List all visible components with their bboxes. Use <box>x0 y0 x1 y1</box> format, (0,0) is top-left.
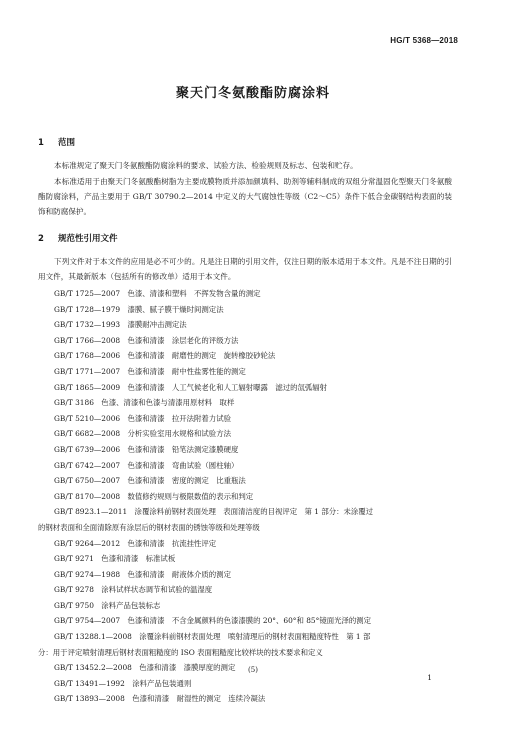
paragraph-text: 下列文件对于本文件的应用是必不可少的。凡是注日期的引用文件，仅注日期的版本适用于本文件。凡是不注日期的引用文件，其最新版本（包括所有的修改单）适用于本文件。 <box>38 257 452 281</box>
section-1-heading <box>38 136 75 148</box>
paragraph-text: 本标准适用于由聚天门冬氨酸酯树脂为主要成膜物质并添加颜填料、助剂等辅料制成的双组分常温固化型聚天门冬氨酸酯防腐涂料，产品主要用于 GB/T 30790.2—2014 中定义的大气腐蚀性等级（C2～C5）条件下低合金碳钢结构表面的装饰和防腐保护。 <box>38 177 452 216</box>
section-1-paragraph-2 <box>38 174 452 219</box>
reference-item <box>38 504 458 535</box>
reference-item: GB/T 1865—2009 色漆和清漆 人工气候老化和人工辐射曝露 滤过的氙弧辐射 <box>54 382 328 392</box>
page-title: 聚天门冬氨酸酯防腐涂料 <box>175 86 330 101</box>
reference-item: GB/T 9271 色漆和清漆 标准试板 <box>54 554 176 564</box>
section-number: 1 <box>38 138 44 148</box>
reference-item: GB/T 3186 色漆、清漆和色漆与清漆用原材料 取样 <box>54 398 235 408</box>
reference-item: GB/T 9754—2007 色漆和清漆 不含金属颜料的色漆漆膜的 20°、60°和 85°镜面光泽的测定 <box>54 616 372 626</box>
section-number: 2 <box>38 234 44 244</box>
reference-item: GB/T 6742—2007 色漆和清漆 弯曲试验（圆柱轴） <box>54 460 239 470</box>
reference-item: GB/T 1768—2006 色漆和清漆 耐磨性的测定 旋转橡胶砂轮法 <box>54 351 276 361</box>
section-title: 范围 <box>58 138 76 148</box>
reference-item: GB/T 9750 涂料产品包装标志 <box>54 600 161 610</box>
reference-item: GB/T 6750—2007 色漆和清漆 密度的测定 比重瓶法 <box>54 476 246 486</box>
reference-item: GB/T 1728—1979 漆膜、腻子膜干燥时间测定法 <box>54 304 224 314</box>
reference-item: GB/T 9274—1988 色漆和清漆 耐液体介质的测定 <box>54 569 231 579</box>
reference-item: GB/T 13893—2008 色漆和清漆 耐湿性的测定 连续冷凝法 <box>54 694 266 704</box>
normative-references-list <box>38 286 458 707</box>
reference-line: 分：用于评定喷射清理后钢材表面粗糙度的 ISO 表面粗糙度比较样块的技术要求和定义 <box>38 647 323 657</box>
standard-code: HG/T 5368—2018 <box>390 36 458 45</box>
section-2-heading <box>38 232 118 244</box>
reference-item: GB/T 1725—2007 色漆、清漆和塑料 不挥发物含量的测定 <box>54 289 261 298</box>
paragraph-text: 本标准规定了聚天门冬氨酸酯防腐涂料的要求、试验方法、检验规则及标志、包装和贮存。 <box>54 161 358 170</box>
reference-item: GB/T 5210—2006 色漆和清漆 拉开法附着力试验 <box>54 413 231 423</box>
section-title: 规范性引用文件 <box>58 234 118 244</box>
reference-item: GB/T 1732—1993 漆膜耐冲击测定法 <box>54 320 187 330</box>
reference-item: GB/T 13491—1992 涂料产品包装通则 <box>54 678 192 688</box>
reference-item: GB/T 1771—2007 色漆和清漆 耐中性盐雾性能的测定 <box>54 366 246 376</box>
reference-item: GB/T 1766—2008 色漆和清漆 涂层老化的评级方法 <box>54 335 239 345</box>
reference-item <box>38 629 458 660</box>
reference-line: GB/T 13288.1—2008 涂覆涂料前钢材表面处理 喷射清理后的钢材表面粗糙度特性 第 1 部 <box>54 632 371 642</box>
page-number: 1 <box>427 673 432 682</box>
reference-item: GB/T 9278 涂料试样状态调节和试验的温湿度 <box>54 585 213 595</box>
reference-item: GB/T 6739—2006 色漆和清漆 铅笔法测定漆膜硬度 <box>54 444 239 454</box>
reference-item: GB/T 8170—2008 数值修约规则与极限数值的表示和判定 <box>54 491 254 501</box>
reference-item: GB/T 6682—2008 分析实验室用水规格和试验方法 <box>54 429 231 439</box>
section-2-intro <box>38 254 452 284</box>
page-number-center: (5) <box>248 666 258 674</box>
reference-line: GB/T 8923.1—2011 涂覆涂料前钢材表面处理 表面清洁度的目视评定 第 1 部分：未涂覆过 <box>54 507 374 517</box>
section-1-paragraph-1 <box>38 158 452 173</box>
reference-item: GB/T 9264—2012 色漆和清漆 抗流挂性评定 <box>54 538 217 548</box>
reference-line: 的钢材表面和全面清除原有涂层后的钢材表面的锈蚀等级和处理等级 <box>38 522 260 532</box>
reference-item: GB/T 13452.2—2008 色漆和清漆 漆膜厚度的测定 <box>54 663 236 673</box>
